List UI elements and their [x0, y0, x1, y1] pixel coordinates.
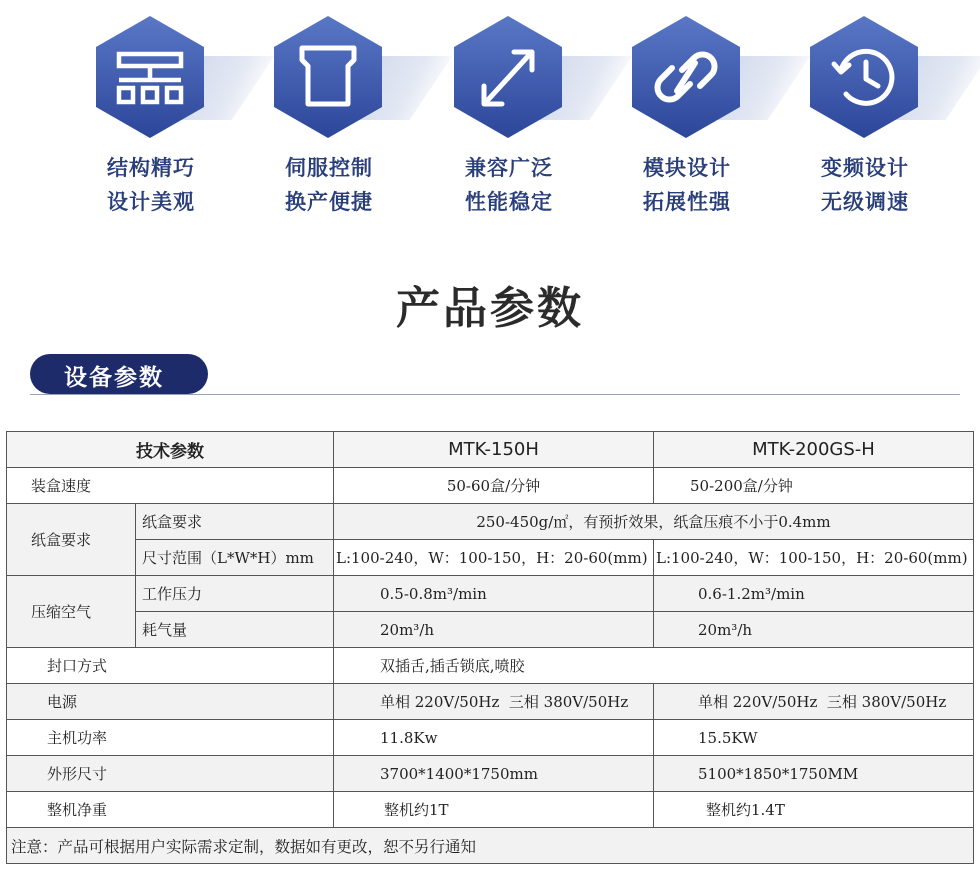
- cell-value: 15.5KW: [654, 720, 974, 756]
- cell-value: 20m³/h: [334, 612, 654, 648]
- feature-line1: 结构精巧: [107, 156, 195, 180]
- sub-label: 纸盒要求: [136, 504, 334, 540]
- cell-value: 单相 220V/50Hz 三相 380V/50Hz: [654, 684, 974, 720]
- table-header-row: [7, 432, 974, 468]
- feature-structure: [66, 14, 246, 224]
- section-header: [30, 354, 208, 394]
- header-model-2: MTK-200GS-H: [654, 432, 974, 468]
- feature-line1: 变频设计: [821, 156, 909, 180]
- cell-value: 3700*1400*1750mm: [334, 756, 654, 792]
- table-row: [7, 720, 974, 756]
- expand-arrows-icon: [452, 14, 564, 140]
- table-row: [7, 648, 974, 684]
- cell-value: L:100-240，W：100-150，H：20-60(mm): [334, 540, 654, 576]
- table-row: [7, 612, 974, 648]
- table-row: [7, 792, 974, 828]
- feature-strip: [0, 0, 980, 240]
- cell-value: 250-450g/㎡，有预折效果，纸盒压痕不小于0.4mm: [334, 504, 974, 540]
- cell-value: 单相 220V/50Hz 三相 380V/50Hz: [334, 684, 654, 720]
- feature-module: [602, 14, 782, 224]
- section-label: 设备参数: [64, 365, 164, 391]
- row-label: 整机净重: [7, 792, 334, 828]
- page-title: 产品参数: [396, 283, 584, 334]
- sub-label: 尺寸范围（L*W*H）mm: [136, 540, 334, 576]
- feature-line2: 换产便捷: [285, 190, 373, 214]
- cell-value: 0.6-1.2m³/min: [654, 576, 974, 612]
- cell-value: 整机约1.4T: [654, 792, 974, 828]
- feature-line2: 性能稳定: [465, 190, 553, 214]
- servo-frame-icon: [272, 14, 384, 140]
- cell-value: 20m³/h: [654, 612, 974, 648]
- row-label: 主机功率: [7, 720, 334, 756]
- row-label: 装盒速度: [7, 468, 334, 504]
- table-row: [7, 684, 974, 720]
- cell-value: 整机约1T: [334, 792, 654, 828]
- cell-value: 50-60盒/分钟: [334, 468, 654, 504]
- cell-value: L:100-240，W：100-150，H：20-60(mm): [654, 540, 974, 576]
- cell-value: 50-200盒/分钟: [654, 468, 974, 504]
- table-row: [7, 540, 974, 576]
- table-note: 注意：产品可根据用户实际需求定制，数据如有更改，恕不另行通知: [7, 828, 974, 864]
- history-clock-icon: [808, 14, 920, 140]
- feature-line2: 无级调速: [821, 190, 909, 214]
- cell-value: 11.8Kw: [334, 720, 654, 756]
- sub-label: 工作压力: [136, 576, 334, 612]
- row-label: 纸盒要求: [7, 504, 136, 576]
- feature-frequency: [780, 14, 960, 224]
- spec-table: [6, 431, 974, 864]
- feature-compat: [424, 14, 604, 224]
- table-row: [7, 468, 974, 504]
- table-row: [7, 756, 974, 792]
- feature-servo: [244, 14, 424, 224]
- sub-label: 耗气量: [136, 612, 334, 648]
- feature-line2: 设计美观: [107, 190, 195, 214]
- header-model-1: MTK-150H: [334, 432, 654, 468]
- feature-line1: 伺服控制: [285, 156, 373, 180]
- divider: [30, 394, 960, 395]
- table-row: [7, 576, 974, 612]
- feature-line1: 兼容广泛: [465, 156, 553, 180]
- cell-value: 0.5-0.8m³/min: [334, 576, 654, 612]
- cell-value: 双插舌,插舌锁底,喷胶: [334, 648, 974, 684]
- feature-line1: 模块设计: [643, 156, 731, 180]
- layout-blocks-icon: [94, 14, 206, 140]
- chain-link-icon: [630, 14, 742, 140]
- table-row: [7, 504, 974, 540]
- row-label: 封口方式: [7, 648, 334, 684]
- row-label: 电源: [7, 684, 334, 720]
- row-label: 外形尺寸: [7, 756, 334, 792]
- row-label: 压缩空气: [7, 576, 136, 648]
- feature-line2: 拓展性强: [643, 190, 731, 214]
- header-param: 技术参数: [7, 432, 334, 468]
- cell-value: 5100*1850*1750MM: [654, 756, 974, 792]
- table-row: [7, 828, 974, 864]
